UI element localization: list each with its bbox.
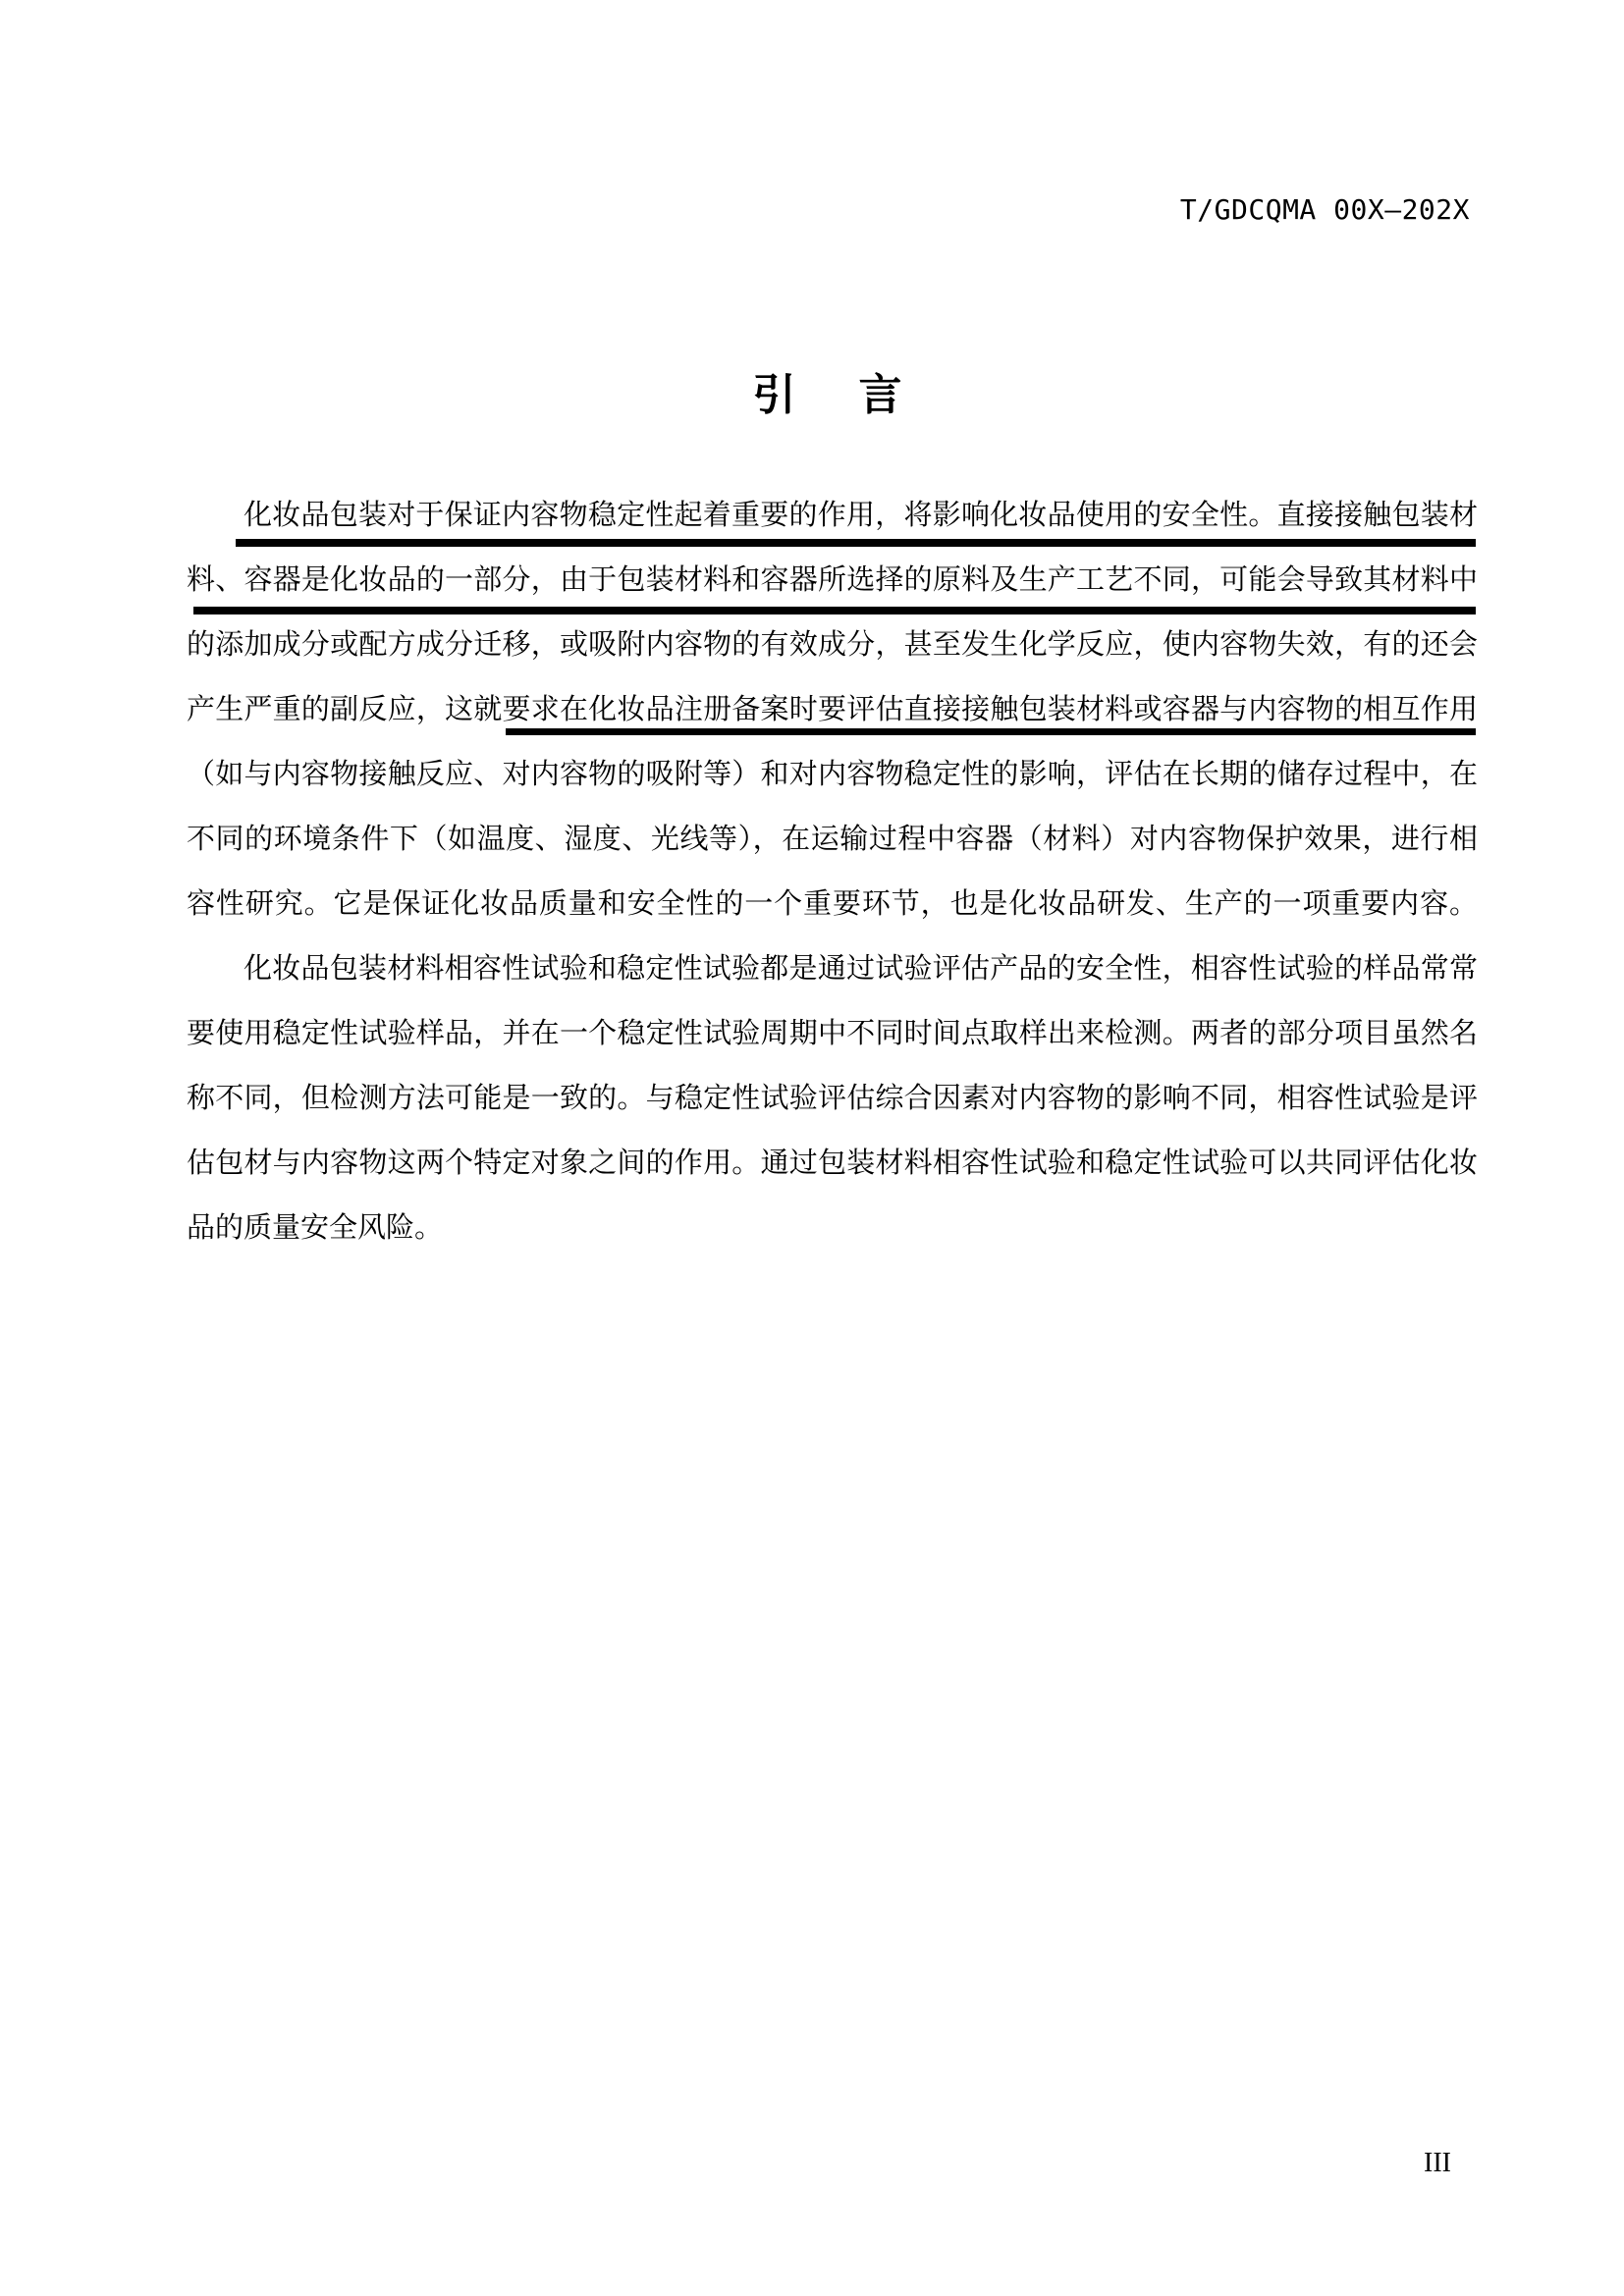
underline-rule <box>506 728 1476 735</box>
page-number: III <box>1424 2148 1451 2178</box>
underline-rule <box>193 607 1476 614</box>
paragraph-line: （如与内容物接触反应、对内容物的吸附等）和对内容物稳定性的影响，评估在长期的储存过程中，在 <box>187 759 1478 790</box>
paragraph-line: 称不同，但检测方法可能是一致的。与稳定性试验评估综合因素对内容物的影响不同，相容性试验是评 <box>187 1083 1478 1114</box>
paragraph-line: 料、容器是化妆品的一部分，由于包装材料和容器所选择的原料及生产工艺不同，可能会导致其材料中 <box>187 564 1478 596</box>
section-title: 引 言 <box>752 371 912 419</box>
paragraph-line: 化妆品包装材料相容性试验和稳定性试验都是通过试验评估产品的安全性，相容性试验的样品常常 <box>244 953 1478 985</box>
paragraph-line: 不同的环境条件下（如温度、湿度、光线等），在运输过程中容器（材料）对内容物保护效果，进行相 <box>187 824 1478 855</box>
document-code-header: T/GDCQMA 00X—202X <box>1179 193 1470 226</box>
paragraph-line: 容性研究。它是保证化妆品质量和安全性的一个重要环节，也是化妆品研发、生产的一项重要内容。 <box>187 888 1478 920</box>
paragraph-line: 的添加成分或配方成分迁移，或吸附内容物的有效成分，甚至发生化学反应，使内容物失效，有的还会 <box>187 629 1478 661</box>
paragraph-line: 品的质量安全风险。 <box>187 1212 444 1244</box>
paragraph-line: 要使用稳定性试验样品，并在一个稳定性试验周期中不同时间点取样出来检测。两者的部分项目虽然名 <box>187 1018 1478 1049</box>
paragraph-line: 化妆品包装对于保证内容物稳定性起着重要的作用，将影响化妆品使用的安全性。直接接触包装材 <box>244 500 1478 531</box>
underline-rule <box>236 539 1476 547</box>
introduction-text <box>187 483 1478 1260</box>
paragraph-line: 产生严重的副反应，这就要求在化妆品注册备案时要评估直接接触包装材料或容器与内容物的相互作用 <box>187 694 1478 725</box>
paragraph-line: 估包材与内容物这两个特定对象之间的作用。通过包装材料相容性试验和稳定性试验可以共同评估化妆 <box>187 1148 1478 1179</box>
